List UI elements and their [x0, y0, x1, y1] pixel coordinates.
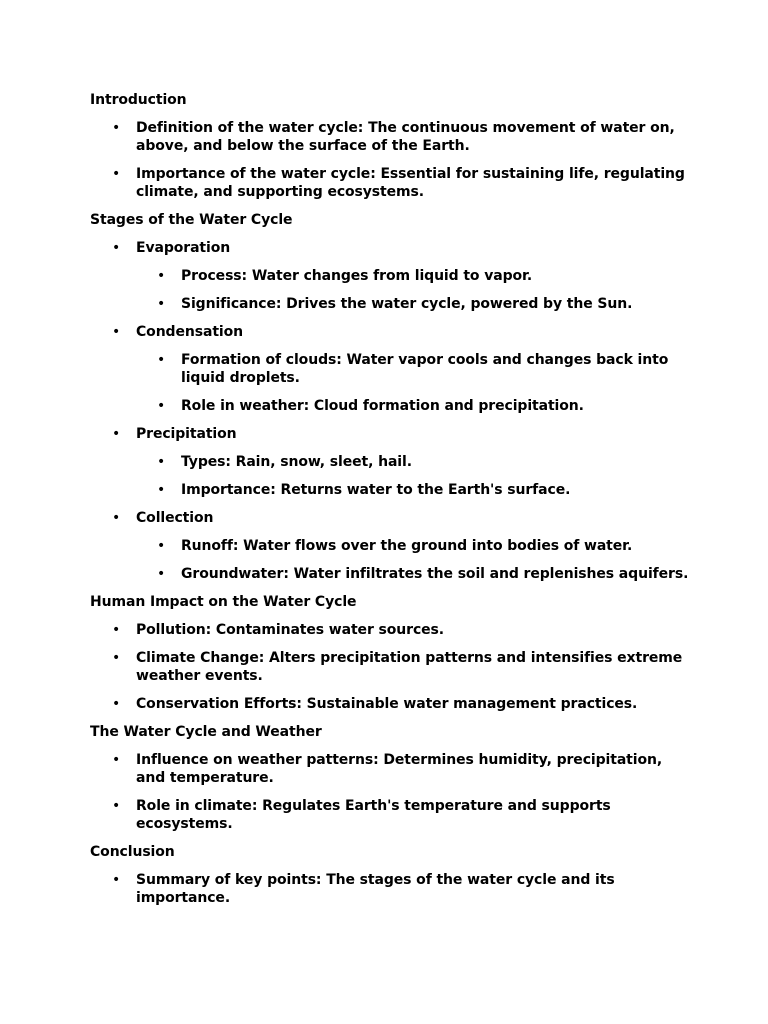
- section-heading: Conclusion: [90, 844, 175, 860]
- bullet-icon: •: [112, 872, 121, 888]
- list-item-text: Formation of clouds: Water vapor cools and changes back into liquid droplets.: [181, 352, 669, 386]
- bullet-icon: •: [157, 566, 166, 582]
- list-item-text: Runoff: Water flows over the ground into bodies of water.: [181, 538, 633, 554]
- sub-list-item: [90, 453, 690, 471]
- list-item-text: Importance: Returns water to the Earth's surface.: [181, 482, 571, 498]
- bullet-icon: •: [157, 454, 166, 470]
- list-item: [90, 323, 690, 341]
- sub-list-item: [90, 565, 690, 583]
- list-item-text: Importance of the water cycle: Essential for sustaining life, regulating climate, and supporting ecosystems.: [136, 166, 685, 200]
- list-item: [90, 509, 690, 527]
- section-list: [90, 751, 690, 833]
- section-heading: The Water Cycle and Weather: [90, 724, 322, 740]
- list-item: [90, 621, 690, 639]
- bullet-icon: •: [112, 166, 121, 182]
- sub-list-item: [90, 481, 690, 499]
- document-body: [90, 91, 690, 917]
- bullet-icon: •: [112, 752, 121, 768]
- list-item: [90, 751, 690, 787]
- section-list: [90, 621, 690, 713]
- sub-list-item: [90, 351, 690, 387]
- list-item-text: Pollution: Contaminates water sources.: [136, 622, 445, 638]
- bullet-icon: •: [112, 798, 121, 814]
- section-list: [90, 871, 690, 907]
- list-item-text: Evaporation: [136, 240, 231, 256]
- bullet-icon: •: [112, 240, 121, 256]
- section-list: [90, 239, 690, 583]
- list-item-text: Significance: Drives the water cycle, powered by the Sun.: [181, 296, 633, 312]
- sub-list-item: [90, 537, 690, 555]
- list-item: [90, 239, 690, 257]
- bullet-icon: •: [157, 268, 166, 284]
- list-item-text: Influence on weather patterns: Determines humidity, precipitation, and temperature.: [136, 752, 663, 786]
- bullet-icon: •: [112, 120, 121, 136]
- sub-list-item: [90, 295, 690, 313]
- section-heading: Human Impact on the Water Cycle: [90, 594, 357, 610]
- list-item-text: Conservation Efforts: Sustainable water management practices.: [136, 696, 638, 712]
- sub-list-item: [90, 397, 690, 415]
- list-item: [90, 165, 690, 201]
- bullet-icon: •: [112, 510, 121, 526]
- list-item-text: Definition of the water cycle: The continuous movement of water on, above, and below the surface of the Earth.: [136, 120, 675, 154]
- list-item-text: Groundwater: Water infiltrates the soil and replenishes aquifers.: [181, 566, 689, 582]
- list-item: [90, 695, 690, 713]
- list-item-text: Climate Change: Alters precipitation patterns and intensifies extreme weather events.: [136, 650, 683, 684]
- list-item-text: Condensation: [136, 324, 243, 340]
- bullet-icon: •: [157, 296, 166, 312]
- bullet-icon: •: [112, 650, 121, 666]
- bullet-icon: •: [157, 352, 166, 368]
- bullet-icon: •: [157, 538, 166, 554]
- section-heading: Introduction: [90, 92, 187, 108]
- bullet-icon: •: [157, 482, 166, 498]
- list-item: [90, 119, 690, 155]
- list-item-text: Summary of key points: The stages of the water cycle and its importance.: [136, 872, 615, 906]
- bullet-icon: •: [112, 622, 121, 638]
- bullet-icon: •: [112, 426, 121, 442]
- list-item: [90, 649, 690, 685]
- list-item: [90, 425, 690, 443]
- section-list: [90, 119, 690, 201]
- list-item-text: Role in weather: Cloud formation and precipitation.: [181, 398, 584, 414]
- list-item-text: Role in climate: Regulates Earth's temperature and supports ecosystems.: [136, 798, 611, 832]
- bullet-icon: •: [157, 398, 166, 414]
- list-item-text: Process: Water changes from liquid to vapor.: [181, 268, 533, 284]
- bullet-icon: •: [112, 324, 121, 340]
- section-heading: Stages of the Water Cycle: [90, 212, 293, 228]
- bullet-icon: •: [112, 696, 121, 712]
- list-item-text: Precipitation: [136, 426, 237, 442]
- list-item: [90, 797, 690, 833]
- sub-list-item: [90, 267, 690, 285]
- list-item-text: Types: Rain, snow, sleet, hail.: [181, 454, 412, 470]
- list-item: [90, 871, 690, 907]
- list-item-text: Collection: [136, 510, 214, 526]
